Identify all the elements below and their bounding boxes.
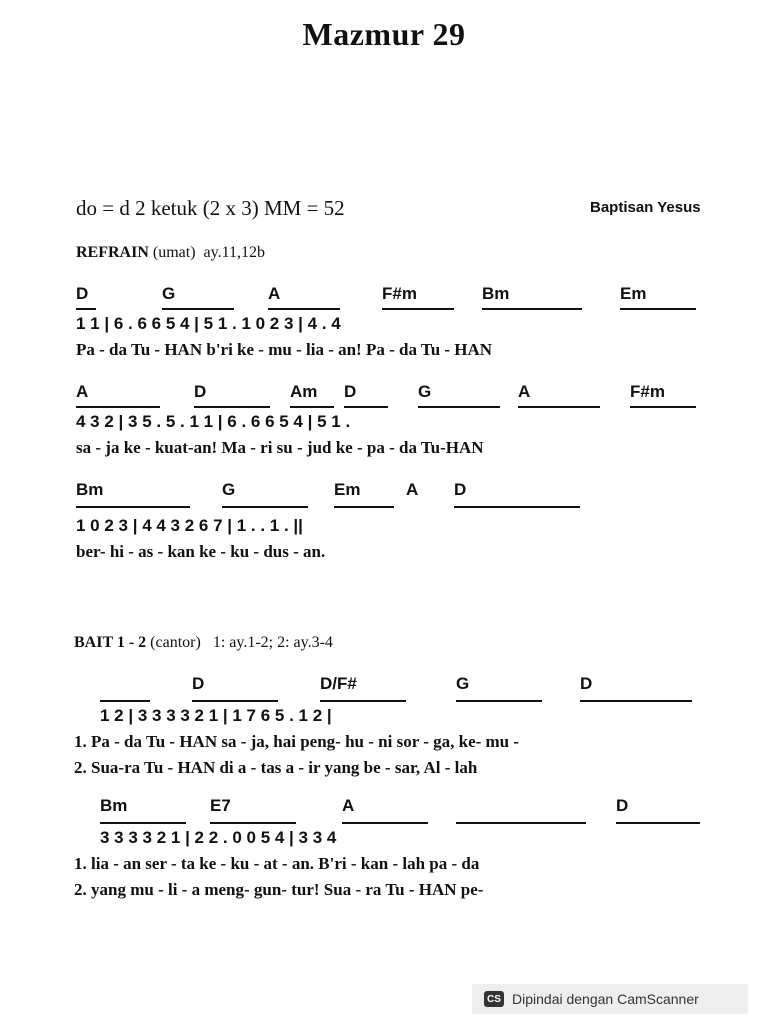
page-title: Mazmur 29 [302,16,466,52]
refrain-label-ref: ay.11,12b [203,244,266,261]
lyric-row-verse-2: 2. yang mu - li - a meng- gun- tur! Sua - ra Tu - HAN pe- [74,880,484,899]
chord-span [76,506,190,508]
chord: A [268,284,281,303]
chord-span [162,308,234,310]
chord: D [580,674,593,693]
chord-span [456,822,586,824]
chord-span [620,308,696,310]
lyric-row-verse-2: 2. Sua-ra Tu - HAN di a - tas a - ir yang be - sar, Al - lah [74,758,478,777]
chord: A [518,382,531,401]
occasion-subtitle: Baptisan Yesus [590,199,701,216]
chord-span [100,822,186,824]
chord: G [162,284,176,303]
chord: G [456,674,470,693]
chord-span [222,506,308,508]
chord: Bm [100,796,128,815]
chord-span [580,700,692,702]
chord: Am [290,382,318,401]
chord-span [344,406,388,408]
note-row: 1 1 | 6 . 6 6 5 4 | 5 1 . 1 0 2 3 | 4 . 4 [76,314,341,333]
chord-span [194,406,270,408]
chord-span [290,406,334,408]
verse-label-ref: 1: ay.1-2; 2: ay.3-4 [212,634,333,651]
chord: D [344,382,357,401]
chord: D [454,480,467,499]
verse-label [74,634,333,652]
verse-label-who: (cantor) [150,634,201,651]
chord: D [76,284,89,303]
chord-span [100,700,150,702]
chord: D [192,674,205,693]
note-row: 4 3 2 | 3 5 . 5 . 1 1 | 6 . 6 6 5 4 | 5 1 . [76,412,351,431]
chord: A [76,382,89,401]
chord-span [76,308,96,310]
chord: D/F# [320,674,357,693]
lyric-row: sa - ja ke - kuat-an! Ma - ri su - jud ke - pa - da Tu-HAN [76,438,484,457]
scanner-watermark [472,984,748,1014]
note-row: 3 3 3 3 2 1 | 2 2 . 0 0 5 4 | 3 3 4 [100,828,337,847]
lyric-row-verse-1: 1. lia - an ser - ta ke - ku - at - an. B'ri - kan - lah pa - da [74,854,480,873]
verse-label-main: BAIT 1 - 2 [74,634,147,651]
lyric-row-verse-1: 1. Pa - da Tu - HAN sa - ja, hai peng- hu - ni sor - ga, ke- mu - [74,732,520,751]
chord-span [382,308,454,310]
chord-span [76,406,160,408]
chord: Em [620,284,647,303]
refrain-label-main: REFRAIN [76,244,149,261]
chord-span [334,506,394,508]
refrain-label [76,244,265,262]
chord: E7 [210,796,231,815]
chord-span [210,822,296,824]
chord: D [616,796,629,815]
lyric-row: ber- hi - as - kan ke - ku - dus - an. [76,542,326,561]
chord: A [342,796,355,815]
chord: G [222,480,236,499]
lyric-row: Pa - da Tu - HAN b'ri ke - mu - lia - an! Pa - da Tu - HAN [76,340,493,359]
chord: F#m [382,284,417,303]
chord: Bm [76,480,104,499]
watermark-text: Dipindai dengan CamScanner [512,991,699,1007]
chord-span [268,308,340,310]
chord-span [630,406,696,408]
chord-span [518,406,600,408]
chord-span [456,700,542,702]
note-row: 1 2 | 3 3 3 3 2 1 | 1 7 6 5 . 1 2 | [100,706,332,725]
camscanner-logo-icon: CS [484,991,504,1007]
chord-span [454,506,580,508]
chord-span [320,700,406,702]
note-row: 1 0 2 3 | 4 4 3 2 6 7 | 1 . . 1 . || [76,516,303,535]
chord: Em [334,480,361,499]
tempo-key-info: do = d 2 ketuk (2 x 3) MM = 52 [76,196,345,220]
chord-span [342,822,428,824]
chord: A [406,480,419,499]
refrain-label-who: (umat) [152,244,196,261]
chord-span [482,308,582,310]
chord: D [194,382,207,401]
chord: G [418,382,432,401]
chord-span [418,406,500,408]
chord-span [616,822,700,824]
chord: Bm [482,284,510,303]
chord-span [192,700,278,702]
chord: F#m [630,382,665,401]
